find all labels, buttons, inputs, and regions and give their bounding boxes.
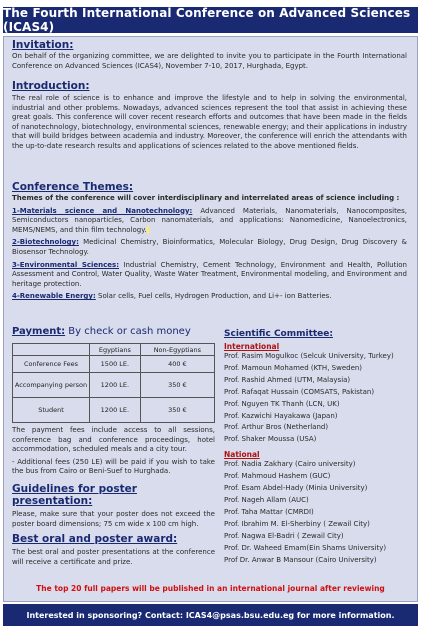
committee-heading: Scientific Committee: (224, 329, 333, 339)
theme-text: Solar cells, Fuel cells, Hydrogen Production, and Li+- ion Batteries. (95, 292, 332, 301)
international-list (224, 351, 419, 446)
sponsor-text: Interested in sponsoring? Contact: ICAS4@psas.bsu.edu.eg for more information. (26, 610, 395, 620)
table-cell: 1500 LE. (90, 356, 141, 373)
table-cell: Accompanying person (13, 373, 90, 398)
invitation-heading: Invitation: (12, 39, 74, 51)
table-cell: 1200 LE. (90, 373, 141, 398)
sponsor-bar (3, 604, 418, 626)
poster-text: Please, make sure that your poster does not exceed the poster board dimensions; 75 cm wide x 100 cm high. (12, 509, 215, 528)
payment-method: By check or cash money (65, 326, 191, 337)
table-cell: Student (13, 398, 90, 423)
payment-heading: Payment: (12, 326, 66, 337)
fees-table (12, 343, 215, 423)
list-item: Prof. Mamoun Mohamed (KTH, Sweden) (224, 363, 363, 372)
table-row (13, 356, 215, 373)
list-item: Prof. Esam Abdel-Hady (Minia University) (224, 484, 368, 493)
themes-intro: Themes of the conference will cover interdisciplinary and interrelated areas of science including : (12, 194, 400, 202)
national-label: National (224, 450, 260, 460)
table-header-cell (13, 344, 90, 356)
list-item: Prof. Rasim Mogulkoc (Selcuk University, Turkey) (224, 352, 394, 360)
payment-note: The payment fees include access to all sessions, conference bag and conference proceedings, hotel accommodation, scheduled meals and a city tour. (12, 426, 215, 454)
list-item: Prof Dr. Anwar B Mansour (Cairo University) (224, 555, 377, 564)
theme-title: 1-Materials science and Nanotechnology: (12, 206, 193, 215)
journal-notice: The top 20 full papers will be published in an international journal after reviewing (36, 584, 385, 593)
table-cell: Conference Fees (13, 356, 90, 373)
list-item: Prof. Mahmoud Hashem (GUC) (224, 472, 331, 481)
list-item: Prof. Ibrahim M. El-Sherbiny ( Zewail City) (224, 519, 370, 528)
award-heading: Best oral and poster award: (12, 533, 178, 546)
table-header-cell: Egyptians (90, 344, 141, 356)
highlight-mark (147, 226, 149, 234)
payment-section (12, 326, 215, 567)
introduction-heading: Introduction: (12, 80, 90, 92)
international-label: International (224, 342, 280, 351)
table-row (13, 398, 215, 423)
theme-item-materials (12, 207, 407, 236)
introduction-section (12, 80, 407, 152)
list-item: Prof. Rashid Ahmed (UTM, Malaysia) (224, 375, 351, 384)
list-item: Prof. Nguyen TK Thanh (LCN, UK) (224, 399, 340, 408)
table-cell: 1200 LE. (90, 398, 141, 423)
theme-text: Industrial Chemistry, Cement Technology, Environment and Health, Pollution Assessment and Control, Water Quality, Waste Water Treatment, Environmental modeling, and Environment and heritage protection. (12, 260, 407, 288)
list-item: Prof. Rafaqat Hussain (COMSATS, Pakistan) (224, 387, 375, 396)
table-header-cell: Non-Egyptians (140, 344, 214, 356)
payment-heading-line (12, 326, 215, 338)
table-row (13, 373, 215, 398)
theme-item-energy (12, 292, 407, 302)
theme-text: Advanced Materials, Nanomaterials, Nanocomposites, Semiconductors nanoparticles, Carbon nanomaterials, and applications: Nanomedicine, Nanoelectronics, MEMS/NEMS, and thin film technology. (12, 206, 407, 234)
theme-item-environment (12, 261, 407, 290)
poster-heading: Guidelines for poster presentation: (12, 482, 137, 507)
table-cell: 350 € (140, 398, 214, 423)
list-item: Prof. Arthur Bros (Netherland) (224, 423, 329, 432)
national-list (224, 459, 419, 566)
page-title: The Fourth International Conference on Advanced Sciences (ICAS4) (3, 6, 411, 34)
committee-section (224, 329, 419, 566)
list-item: Prof. Nageh Allam (AUC) (224, 495, 309, 504)
additional-fees-note: - Additional fees (250 LE) will be paid if you wish to take the bus from Cairo or Beni-Suef to Hurghada. (12, 457, 215, 476)
list-item: Prof. Nadia Zakhary (Cairo university) (224, 460, 356, 469)
themes-heading: Conference Themes: (12, 181, 134, 193)
invitation-text: On behalf of the organizing committee, we are delighted to invite you to participate in the Fourth International Conference on Advanced Sciences (ICAS4), November 7-10, 2017, Hurghada, Egypt. (12, 52, 407, 70)
list-item: Prof. Taha Mattar (CMRDI) (224, 507, 314, 516)
theme-item-biotech (12, 238, 407, 257)
theme-title: 4-Renewable Energy: (12, 292, 96, 301)
table-cell: 400 € (140, 356, 214, 373)
introduction-text: The real role of science is to enhance and improve the lifestyle and to help in solving the environmental, industrial and other problems. Nowadays, advanced sciences represent the tool that assist in achieving these great goals. This conference will cover recent research efforts and outcomes that have been made in the fields of nanotechnology, biotechnology, environmental sciences, renewable energy; and their applications in industry that will build bridges between academia and industry. Moreover, the conference will enrich the attendants with the up-to-date research results and applications of sciences related to the above mentioned fields. (12, 94, 407, 150)
themes-section (12, 181, 407, 302)
table-header-row (13, 344, 215, 356)
content-panel (3, 36, 418, 602)
theme-title: 2-Biotechnology: (12, 238, 79, 247)
title-bar (3, 7, 418, 33)
table-cell: 350 € (140, 373, 214, 398)
list-item: Prof. Dr. Waheed Emam(Ein Shams University) (224, 543, 387, 552)
invitation-section (12, 39, 407, 71)
award-text: The best oral and poster presentations at the conference will receive a certificate and prize. (12, 548, 215, 566)
list-item: Prof. Nagwa El-Badri ( Zewail City) (224, 531, 344, 540)
list-item: Prof. Shaker Moussa (USA) (224, 435, 317, 444)
theme-text: Medicinal Chemistry, Bioinformatics, Molecular Biology, Drug Design, Drug Discovery & Biosensor Technology. (12, 238, 407, 256)
list-item: Prof. Kazwichi Hayakawa (Japan) (224, 411, 338, 420)
theme-title: 3-Environmental Sciences: (12, 260, 120, 269)
